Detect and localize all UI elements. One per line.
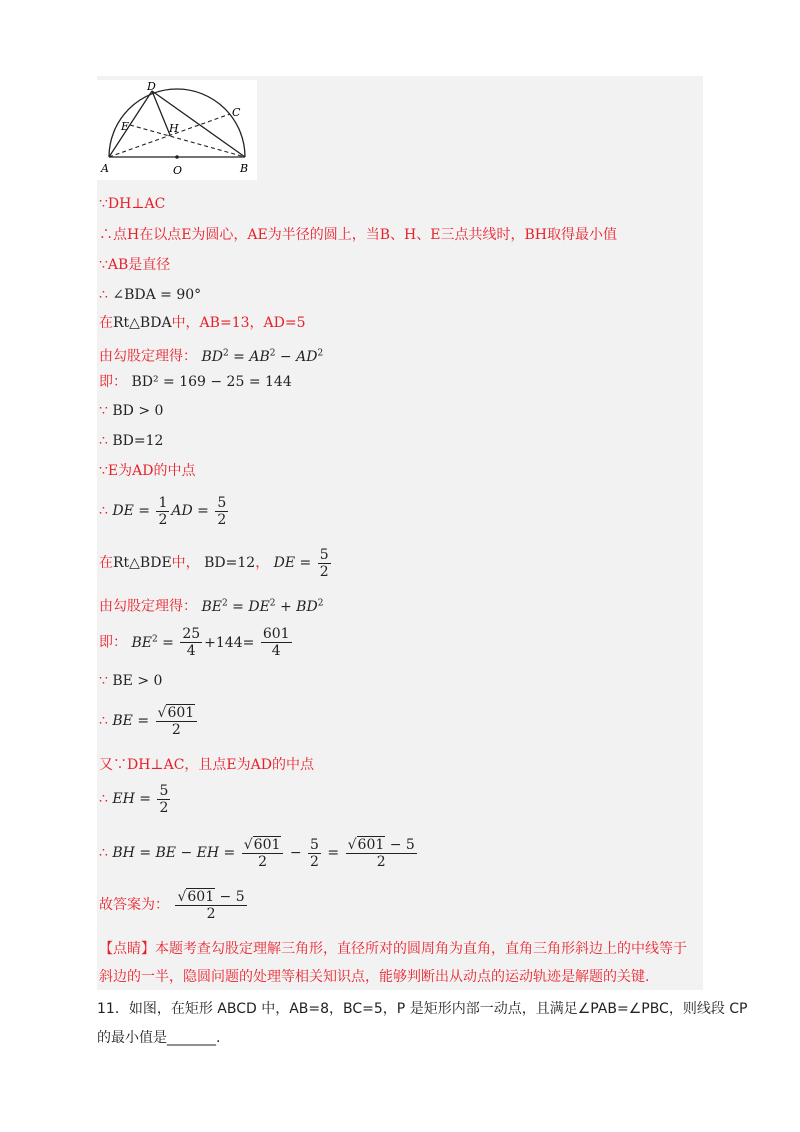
math-angle-bda: ∠BDA = 90°	[112, 287, 202, 303]
math-bd-squared: BD² = 169 − 25 = 144	[131, 374, 292, 390]
math-eh: EH = $\frac{5}{2}$	[112, 782, 169, 816]
line-5: 在Rt△BDA中，AB=13，AD=5	[99, 315, 306, 331]
semicircle-figure	[97, 80, 257, 180]
math-answer: $\frac{√601 - 5}{2}$	[177, 888, 245, 922]
line-17: 又∵DH⊥AC，且点E为AD的中点	[99, 757, 314, 773]
line-14: 即： $BE^2$ = $\frac{25}{4}$ +144= $\frac{601}{4}$	[99, 622, 294, 660]
label-E: E	[121, 120, 130, 133]
math-pythag-bd: $BD^2 = AB^2 - AD^2$	[201, 348, 324, 365]
label-B: B	[240, 162, 249, 175]
line-12: 在Rt△BDE中， BD=12， DE = $\frac{5}{2}$	[99, 546, 333, 580]
line-22: 斜边的一半，隐圆问题的处理等相关知识点，能够判断出从动点的运动轨迹是解题的关键.	[99, 969, 650, 985]
math-de: DE = $\frac{1}{2}$ AD = $\frac{5}{2}$	[112, 494, 227, 528]
math-be-value: BE = $\frac{√601}{2}$	[112, 713, 199, 729]
line-15: ∵ BE > 0	[99, 673, 163, 689]
label-H: H	[169, 122, 179, 135]
line-16: ∴ BE = $\frac{√601}{2}$	[99, 704, 199, 738]
question-11-line-1: 11．如图，在矩形 ABCD 中，AB=8，BC=5，P 是矩形内部一动点，且满足∠PAB=∠PBC，则线段 CP	[97, 1001, 748, 1017]
math-bh: BH = BE − EH = $\frac{√601}{2}$ − $\frac{5}{2}$ = $\frac{√601 - 5}{2}$	[112, 836, 415, 870]
line-1: ∵DH⊥AC	[99, 196, 166, 212]
line-18: ∴ EH = $\frac{5}{2}$	[99, 782, 172, 816]
math-be-squared: $BE^2$ = $\frac{25}{4}$ +144= $\frac{601}{4}$	[131, 626, 290, 660]
line-3: ∵AB是直径	[99, 257, 171, 273]
line-11: ∴ DE = $\frac{1}{2}$ AD = $\frac{5}{2}$	[99, 494, 230, 528]
line-20: 故答案为： $\frac{√601 - 5}{2}$	[99, 888, 249, 922]
line-8: ∵ BD > 0	[99, 403, 164, 419]
line-10: ∵E为AD的中点	[99, 463, 196, 479]
line-7: 即： BD² = 169 − 25 = 144	[99, 374, 292, 390]
label-O: O	[173, 164, 183, 177]
line-4: ∴ ∠BDA = 90°	[99, 287, 202, 303]
line-13: 由勾股定理得： $BE^2 = DE^2 + BD^2$	[99, 598, 324, 615]
math-pythag-be: $BE^2 = DE^2 + BD^2$	[201, 598, 324, 615]
line-6: 由勾股定理得： $BD^2 = AB^2 - AD^2$	[99, 348, 324, 365]
label-D: D	[147, 80, 156, 93]
label-A: A	[101, 162, 109, 175]
line-21: 【点睛】本题考查勾股定理解三角形，直径所对的圆周角为直角，直角三角形斜边上的中线等于	[99, 941, 687, 957]
math-de-frac: DE = $\frac{5}{2}$	[273, 546, 329, 580]
label-C: C	[232, 106, 241, 119]
question-11-line-2: 的最小值是_______.	[97, 1030, 221, 1046]
line-19: ∴ BH = BE − EH = $\frac{√601}{2}$ − $\frac{5}{2}$ = $\frac{√601 - 5}{2}$	[99, 836, 419, 870]
line-9: ∴ BD=12	[99, 433, 164, 449]
line-2: ∴点H在以点E为圆心，AE为半径的圆上，当B、H、E三点共线时，BH取得最小值	[99, 227, 617, 243]
